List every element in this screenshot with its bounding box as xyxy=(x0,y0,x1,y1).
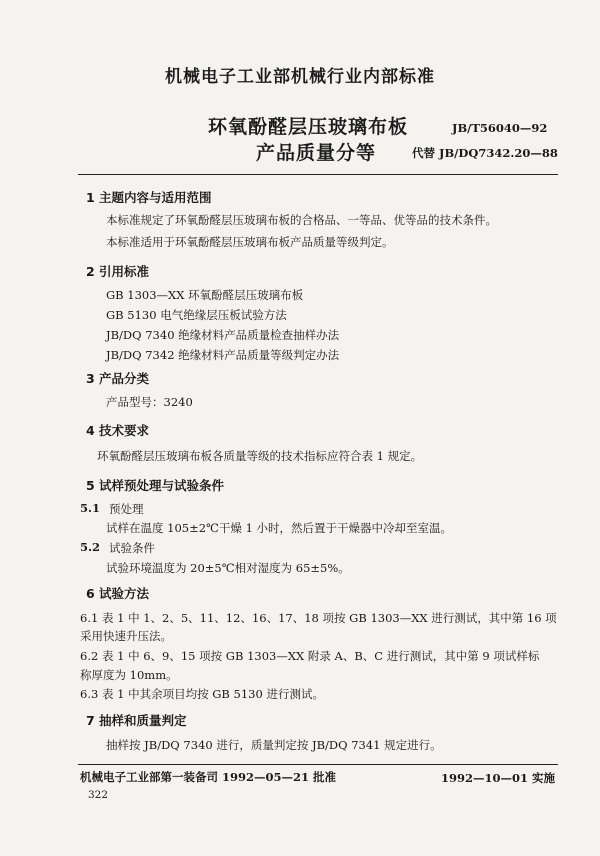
subsection-5-1-text: 试样在温度 105±2℃干燥 1 小时，然后置于干燥器中冷却至室温。 xyxy=(106,521,453,535)
subsection-5-1-number: 5.1 xyxy=(80,501,101,515)
section-5-heading: 5 试样预处理与试验条件 xyxy=(86,478,225,493)
item-6-2-line-2: 称厚度为 10mm。 xyxy=(80,668,178,682)
reference-item: GB 1303—XX 环氧酚醛层压玻璃布板 xyxy=(106,288,304,302)
section-7-heading: 7 抽样和质量判定 xyxy=(86,713,187,728)
replaces-standard: 代替 JB/DQ7342.20—88 xyxy=(412,146,558,160)
title-line-2: 产品质量分等 xyxy=(256,142,377,164)
subsection-5-2-number: 5.2 xyxy=(80,540,101,554)
standard-number: JB/T56040—92 xyxy=(452,121,548,135)
reference-item: JB/DQ 7340 绝缘材料产品质量检查抽样办法 xyxy=(106,328,340,342)
item-6-1-line-2: 采用快速升压法。 xyxy=(80,629,172,643)
section-1-heading: 1 主题内容与适用范围 xyxy=(86,190,212,205)
section-4-heading: 4 技术要求 xyxy=(86,423,150,438)
section-3-heading: 3 产品分类 xyxy=(86,371,150,386)
bottom-rule xyxy=(78,764,558,765)
top-rule xyxy=(78,174,558,175)
product-model: 产品型号：3240 xyxy=(106,395,193,409)
section-4-para: 环氧酚醛层压玻璃布板各质量等级的技术指标应符合表 1 规定。 xyxy=(97,449,423,463)
item-6-2-line-1: 6.2 表 1 中 6、9、15 项按 GB 1303—XX 附录 A、B、C 进行测试，其中第 9 项试样标 xyxy=(80,649,540,663)
section-6-heading: 6 试验方法 xyxy=(86,586,150,601)
section-2-heading: 2 引用标准 xyxy=(86,264,150,279)
page-number: 322 xyxy=(88,789,109,801)
reference-item: JB/DQ 7342 绝缘材料产品质量等级判定办法 xyxy=(106,348,340,362)
item-6-1-line-1: 6.1 表 1 中 1、2、5、11、12、16、17、18 项按 GB 1303—XX 进行测试，其中第 16 项 xyxy=(80,611,557,625)
section-1-para-2: 本标准适用于环氧酚醛层压玻璃布板产品质量等级判定。 xyxy=(106,235,394,249)
subsection-5-1-title: 预处理 xyxy=(109,502,144,516)
subsection-5-2-text: 试验环境温度为 20±5℃相对湿度为 65±5%。 xyxy=(106,561,350,575)
title-line-1: 环氧酚醛层压玻璃布板 xyxy=(208,116,409,138)
reference-item: GB 5130 电气绝缘层压板试验方法 xyxy=(106,308,287,322)
section-1-para-1: 本标准规定了环氧酚醛层压玻璃布板的合格品、一等品、优等品的技术条件。 xyxy=(106,213,497,227)
item-6-3-line-1: 6.3 表 1 中其余项目均按 GB 5130 进行测试。 xyxy=(80,687,324,701)
subsection-5-2-title: 试验条件 xyxy=(109,541,155,555)
org-header: 机械电子工业部机械行业内部标准 xyxy=(165,67,435,87)
implementation-date: 1992—10—01 实施 xyxy=(441,771,556,785)
section-7-para: 抽样按 JB/DQ 7340 进行，质量判定按 JB/DQ 7341 规定进行。 xyxy=(106,738,442,752)
approval-line: 机械电子工业部第一装备司 1992—05—21 批准 xyxy=(80,770,337,784)
